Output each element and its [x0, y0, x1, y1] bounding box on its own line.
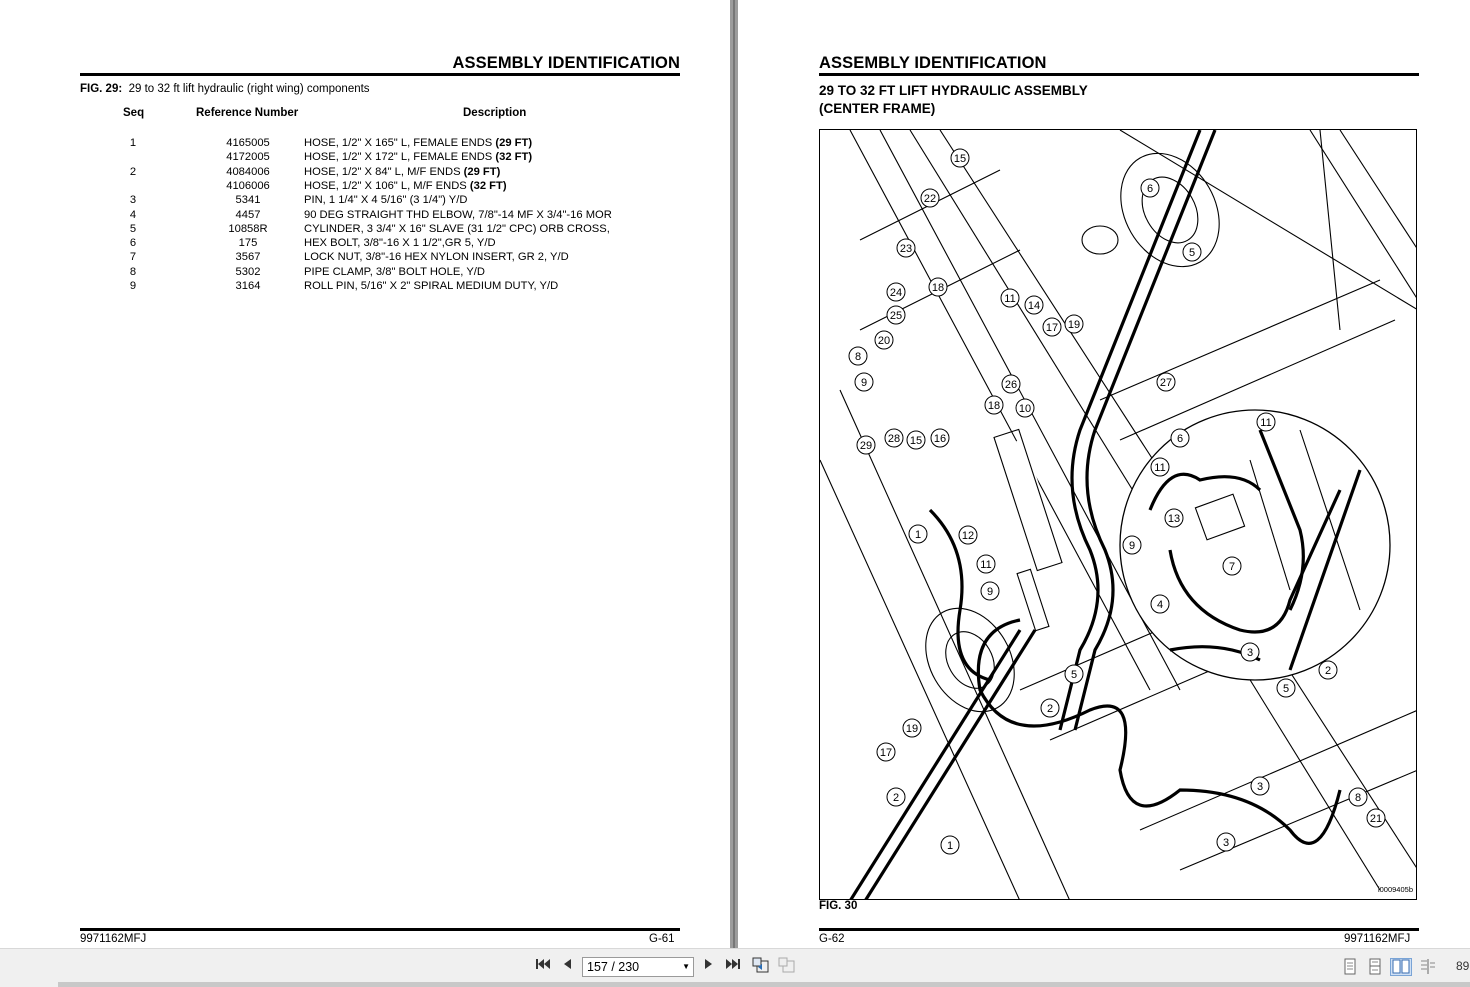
- callout-balloon: [1016, 399, 1034, 417]
- continuous-view-button[interactable]: [1365, 958, 1387, 976]
- callout-balloon: [1065, 315, 1083, 333]
- callout-number: 3: [1246, 647, 1254, 659]
- row-seq: 7: [129, 251, 137, 264]
- callout-balloon: [1251, 777, 1269, 795]
- description-text: LOCK NUT, 3/8"-16 HEX NYLON INSERT, GR 2, Y/D: [304, 251, 569, 264]
- row-description: [304, 136, 532, 150]
- row-seq: 6: [129, 237, 137, 250]
- callout-balloon: [849, 347, 867, 365]
- callout-number: 21: [1369, 813, 1383, 825]
- column-header-description: Description: [463, 107, 527, 119]
- row-reference-number: 4106006: [226, 179, 270, 192]
- callout-balloon: [1171, 429, 1189, 447]
- row-description: [304, 150, 532, 164]
- row-reference-number: 4165005: [226, 137, 270, 149]
- callout-balloon: [857, 436, 875, 454]
- callout-balloon: [931, 429, 949, 447]
- callout-number: 22: [923, 193, 937, 205]
- description-text: PIPE CLAMP, 3/8" BOLT HOLE, Y/D: [304, 265, 485, 278]
- callout-balloon: [1123, 536, 1141, 554]
- callout-number: 12: [961, 530, 975, 542]
- callout-balloon: [951, 149, 969, 167]
- assembly-title-line2: (CENTER FRAME): [819, 101, 936, 116]
- page-gutter: [730, 0, 738, 948]
- callout-balloon: [1001, 289, 1019, 307]
- assembly-title: [819, 82, 1088, 118]
- viewer-toolbar: [0, 948, 1470, 987]
- length-variant: (32 FT): [495, 151, 533, 164]
- callout-number: 18: [987, 400, 1001, 412]
- description-text: HOSE, 1/2" X 165" L, FEMALE ENDS: [304, 137, 496, 149]
- diagram-code: i0009405b: [1377, 885, 1413, 894]
- callout-balloon: [1025, 296, 1043, 314]
- callout-number: 4: [1156, 599, 1164, 611]
- last-page-icon: [725, 957, 741, 971]
- row-seq: 1: [129, 137, 137, 149]
- footer-doc-number: 9971162MFJ: [1344, 933, 1411, 945]
- row-reference-number: 3567: [235, 251, 261, 264]
- callout-balloon: [929, 278, 947, 296]
- row-description: [304, 208, 612, 222]
- callout-balloon: [887, 283, 905, 301]
- row-seq: 2: [129, 165, 137, 178]
- callout-balloon: [1002, 375, 1020, 393]
- callout-balloon: [855, 373, 873, 391]
- description-text: HOSE, 1/2" X 84" L, M/F ENDS: [304, 165, 464, 178]
- footer-doc-number: 9971162MFJ: [80, 933, 147, 945]
- description-text: 90 DEG STRAIGHT THD ELBOW, 7/8"-14 MF X 3/4"-16 MOR: [304, 208, 612, 221]
- description-text: PIN, 1 1/4" X 4 5/16" (3 1/4") Y/D: [304, 194, 468, 207]
- row-reference-number: 5341: [235, 194, 261, 207]
- left-page: [0, 0, 730, 948]
- page-number-input[interactable]: [583, 958, 679, 976]
- callout-number: 26: [1004, 379, 1018, 391]
- row-reference-number: 4172005: [226, 151, 270, 164]
- description-text: HEX BOLT, 3/8"-16 X 1 1/2",GR 5, Y/D: [304, 237, 496, 250]
- callout-number: 3: [1256, 781, 1264, 793]
- row-reference-number: 175: [238, 237, 258, 250]
- callout-balloon: [1165, 509, 1183, 527]
- length-variant: (29 FT): [463, 165, 501, 178]
- next-view-button[interactable]: [777, 957, 797, 977]
- facing-view-button[interactable]: [1390, 958, 1412, 976]
- callout-balloon: [1151, 458, 1169, 476]
- callout-balloon: [1241, 643, 1259, 661]
- callout-number: 2: [892, 792, 900, 804]
- description-text: CYLINDER, 3 3/4" X 16" SLAVE (31 1/2" CPC) ORB CROSS,: [304, 222, 610, 235]
- row-seq: 3: [129, 194, 137, 207]
- page-header: ASSEMBLY IDENTIFICATION: [819, 54, 1047, 72]
- callout-number: 16: [933, 433, 947, 445]
- description-text: ROLL PIN, 5/16" X 2" SPIRAL MEDIUM DUTY, Y/D: [304, 280, 559, 292]
- length-variant: (29 FT): [495, 137, 533, 149]
- previous-page-icon: [561, 957, 573, 971]
- callout-number: 2: [1324, 665, 1332, 677]
- column-header-reference: Reference Number: [196, 107, 299, 119]
- callout-number: 9: [986, 586, 994, 598]
- callout-number: 5: [1188, 247, 1196, 259]
- header-rule: [80, 73, 680, 76]
- next-view-icon: [778, 957, 796, 973]
- callout-balloon: [909, 525, 927, 543]
- callout-number: 9: [1128, 540, 1136, 552]
- row-description: [304, 236, 496, 250]
- right-page: [738, 0, 1470, 948]
- callout-balloon: [1349, 788, 1367, 806]
- assembly-diagram: [819, 129, 1417, 900]
- row-description: [304, 279, 558, 293]
- callout-number: 11: [1154, 462, 1166, 474]
- figure-caption: [80, 83, 370, 95]
- callout-number: 5: [1070, 669, 1078, 681]
- callout-number: 15: [909, 435, 923, 447]
- callout-balloon: [1257, 413, 1275, 431]
- callout-balloon: [907, 431, 925, 449]
- continuous-facing-view-button[interactable]: [1418, 958, 1440, 976]
- footer-rule: [819, 928, 1419, 931]
- row-reference-number: 4457: [235, 208, 261, 221]
- header-rule: [819, 73, 1419, 76]
- callout-balloon: [877, 743, 895, 761]
- previous-view-button[interactable]: [751, 957, 771, 977]
- previous-view-icon: [752, 957, 770, 973]
- callout-number: 5: [1282, 683, 1290, 695]
- callout-number: 13: [1167, 513, 1181, 525]
- callout-balloon: [1217, 833, 1235, 851]
- footer-page-number: G-61: [649, 933, 675, 945]
- assembly-title-line1: 29 TO 32 FT LIFT HYDRAULIC ASSEMBLY: [819, 83, 1088, 98]
- last-page-button[interactable]: [723, 957, 743, 977]
- callout-number: 19: [905, 723, 919, 735]
- callout-number: 24: [889, 287, 903, 299]
- page-header: ASSEMBLY IDENTIFICATION: [452, 54, 680, 72]
- figure-label: FIG. 30: [819, 900, 858, 912]
- row-description: [304, 265, 485, 279]
- callout-balloon: [887, 306, 905, 324]
- callout-number: 8: [1354, 792, 1362, 804]
- callout-number: 3: [1222, 837, 1230, 849]
- figure-title: 29 to 32 ft lift hydraulic (right wing) components: [128, 83, 370, 95]
- callout-balloon: [1065, 665, 1083, 683]
- row-seq: 4: [129, 208, 137, 221]
- callout-number: 25: [889, 310, 903, 322]
- row-seq: 5: [129, 222, 137, 235]
- description-text: HOSE, 1/2" X 172" L, FEMALE ENDS: [304, 151, 496, 164]
- row-reference-number: 5302: [235, 265, 261, 278]
- callout-balloon: [1367, 809, 1385, 827]
- callout-balloon: [985, 396, 1003, 414]
- callout-number: 6: [1146, 183, 1154, 195]
- callout-number: 17: [1045, 322, 1059, 334]
- row-reference-number: 3164: [235, 280, 261, 292]
- single-page-icon: [1340, 958, 1360, 976]
- callout-balloon: [1277, 679, 1295, 697]
- callout-number: 17: [879, 747, 893, 759]
- single-page-view-button[interactable]: [1340, 958, 1362, 976]
- page-number-field[interactable]: [582, 957, 694, 977]
- callout-number: 9: [860, 377, 868, 389]
- callout-number: 14: [1027, 300, 1041, 312]
- callout-balloon: [875, 331, 893, 349]
- callout-balloon: [981, 582, 999, 600]
- callout-number: 10: [1018, 403, 1032, 415]
- row-description: [304, 165, 500, 179]
- callout-balloon: [1043, 318, 1061, 336]
- callout-balloon: [1151, 595, 1169, 613]
- callout-balloon: [977, 555, 995, 573]
- next-page-button[interactable]: [699, 957, 719, 977]
- callout-number: 11: [1004, 293, 1016, 305]
- row-description: [304, 179, 507, 193]
- callout-number: 1: [946, 840, 954, 852]
- callout-balloon: [1223, 557, 1241, 575]
- callout-number: 11: [980, 559, 992, 571]
- row-description: [304, 193, 467, 207]
- row-description: [304, 222, 610, 236]
- callout-balloon: [1041, 699, 1059, 717]
- callout-balloon: [887, 788, 905, 806]
- callout-number: 8: [854, 351, 862, 363]
- description-text: HOSE, 1/2" X 106" L, M/F ENDS: [304, 179, 470, 192]
- chevron-down-icon[interactable]: ▼: [682, 962, 690, 971]
- callout-number: 29: [859, 440, 873, 452]
- zoom-level[interactable]: 89: [1456, 959, 1470, 973]
- row-reference-number: 4084006: [226, 165, 270, 178]
- callout-balloon: [903, 719, 921, 737]
- callout-balloon: [959, 526, 977, 544]
- length-variant: (32 FT): [469, 179, 507, 192]
- callout-number: 15: [953, 153, 967, 165]
- callout-number: 2: [1046, 703, 1054, 715]
- first-page-icon: [535, 957, 551, 971]
- callout-balloon: [1157, 373, 1175, 391]
- callout-number: 6: [1176, 433, 1184, 445]
- footer-rule: [80, 928, 680, 931]
- callout-balloon: [897, 239, 915, 257]
- row-seq: 9: [129, 280, 137, 292]
- callout-balloon: [885, 429, 903, 447]
- horizontal-scrollbar[interactable]: [58, 982, 1470, 987]
- first-page-button[interactable]: [533, 957, 553, 977]
- callout-number: 28: [887, 433, 901, 445]
- callout-number: 23: [899, 243, 913, 255]
- continuous-page-icon: [1365, 958, 1385, 976]
- figure-label: FIG. 29:: [80, 83, 123, 95]
- row-description: [304, 250, 569, 264]
- callout-balloon: [941, 836, 959, 854]
- previous-page-button[interactable]: [557, 957, 577, 977]
- row-reference-number: 10858R: [228, 222, 268, 235]
- callout-balloon: [1141, 179, 1159, 197]
- callout-balloon: [1183, 243, 1201, 261]
- continuous-facing-icon: [1418, 958, 1438, 976]
- callout-balloon: [1319, 661, 1337, 679]
- column-header-seq: Seq: [123, 107, 145, 119]
- callout-number: 1: [914, 529, 922, 541]
- callout-number: 11: [1260, 417, 1272, 429]
- callout-number: 19: [1067, 319, 1081, 331]
- callout-balloon: [921, 189, 939, 207]
- callout-number: 7: [1228, 561, 1236, 573]
- footer-page-number: G-62: [819, 933, 845, 945]
- next-page-icon: [703, 957, 715, 971]
- callout-number: 18: [931, 282, 945, 294]
- diagram-drawing: [820, 130, 1417, 900]
- callout-number: 27: [1159, 377, 1173, 389]
- callout-number: 20: [877, 335, 891, 347]
- row-seq: 8: [129, 265, 137, 278]
- facing-pages-icon: [1391, 959, 1411, 975]
